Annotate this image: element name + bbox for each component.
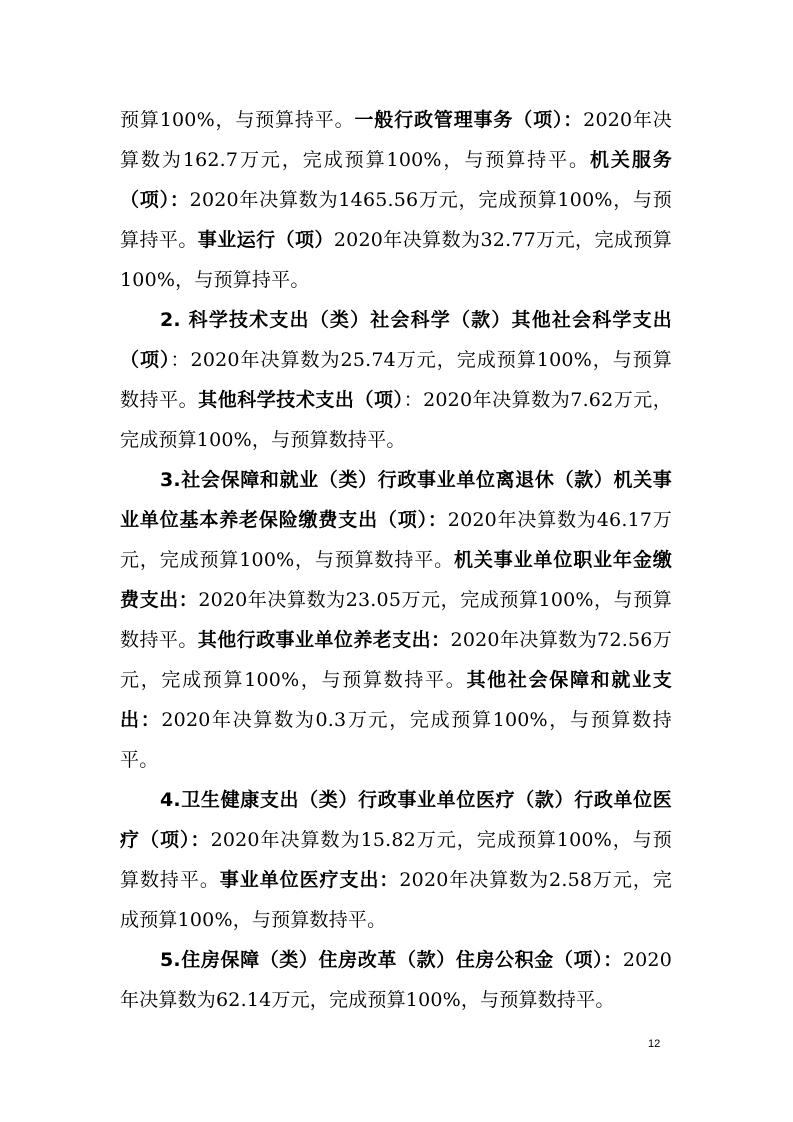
text-span: 2020年决算数为1465.56万元，完成预算100%，与预算持平。	[120, 189, 672, 251]
bold-heading: 其他科学技术支出（项）	[198, 389, 404, 411]
text-span: 2020年决算数为62.14万元，完成预算100%，与预算数持平。	[120, 949, 672, 1011]
bold-heading: 机关事业单位职业年金缴费支出：	[120, 549, 672, 611]
document-body	[120, 100, 672, 1020]
bold-heading: 事业运行（项）	[197, 229, 334, 251]
text-span: 2020年决算数为46.17万元，完成预算100%，与预算数持平。	[120, 509, 673, 571]
text-span: 2020年决算数为0.3万元，完成预算100%，与预算数持平。	[120, 709, 672, 771]
bold-heading: 一般行政管理事务（项）：	[354, 109, 584, 131]
text-span: 2020年决算数为162.7万元，完成预算100%，与预算持平。	[120, 109, 673, 171]
bold-heading: 事业单位医疗支出：	[219, 869, 400, 891]
page-number: 12	[648, 1038, 661, 1050]
text-span: 2020年决算数为32.77万元，完成预算100%，与预算持平。	[120, 229, 672, 291]
text-span: 2020年决算数为15.82万元，完成预算100%，与预算数持平。	[120, 829, 672, 891]
bold-heading: 5.住房保障（类）住房改革（款）住房公积金（项）：	[160, 949, 623, 971]
bold-heading: 2. 科学技术支出（类）社会科学（款）其他社会科学支出（项）	[120, 309, 672, 371]
bold-heading: 其他社会保障和就业支出：	[120, 669, 672, 731]
bold-heading: 3.社会保障和就业（类）行政事业单位离退休（款）机关事业单位基本养老保险缴费支出（项）：	[120, 469, 672, 531]
text-span: ：2020年决算数为7.62万元，完成预算100%，与预算数持平。	[120, 389, 672, 451]
bold-heading: 4.卫生健康支出（类）行政事业单位医疗（款）行政单位医疗（项）：	[120, 789, 672, 851]
paragraph-general-admin	[120, 100, 672, 300]
bold-heading: 其他行政事业单位养老支出：	[197, 629, 451, 651]
paragraph-housing	[120, 940, 672, 1020]
text-span: 2020年决算数为72.56万元，完成预算100%，与预算数持平。	[120, 629, 672, 691]
bold-heading: 机关服务（项）：	[120, 149, 672, 211]
text-span: 预算100%，与预算持平。	[120, 109, 355, 131]
text-span: 2020年决算数为23.05万元，完成预算100%，与预算数持平。	[120, 589, 672, 651]
paragraph-science-tech	[120, 300, 672, 460]
text-span: 2020年决算数为2.58万元，完成预算100%，与预算数持平。	[120, 869, 672, 931]
text-span: ：2020年决算数为25.74万元，完成预算100%，与预算数持平。	[120, 349, 672, 411]
paragraph-health	[120, 780, 672, 940]
paragraph-social-security	[120, 460, 672, 780]
